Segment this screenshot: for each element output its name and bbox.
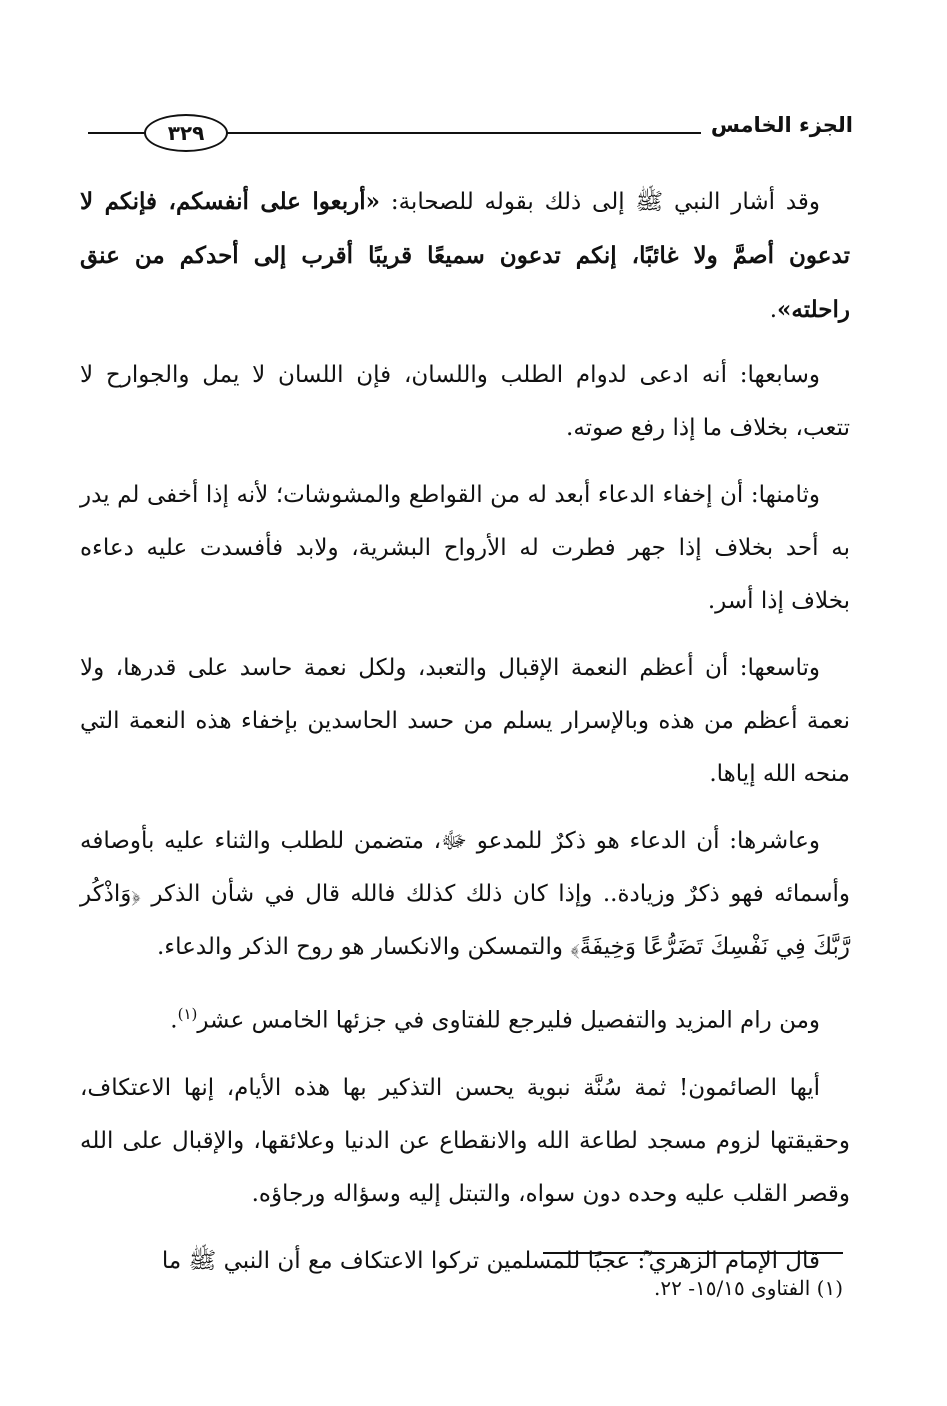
paragraph-end: . [769,297,778,323]
footnote-marker: (١) [177,1005,198,1023]
hadith-quote: «أربعوا على أنفسكم، فإنكم لا تدعون أصمَّ ولا غائبًا، إنكم تدعون سميعًا قريبًا أقرب إلى أحدكم من عنق راحلته» [80,188,850,323]
paragraph-itikaf: أيها الصائمون! ثمة سُنَّة نبوية يحسن التذكير بها هذه الأيام، إنها الاعتكاف، وحقيقتها لزوم مسجد لطاعة الله والانقطاع عن الدنيا وعلائقها، والإقبال على الله وقصر القلب عليه وحده دون سواه، والتبتل إليه وسؤاله ورجاؤه. [80,1074,850,1207]
reference-end: . [170,1007,178,1034]
main-text [80,175,850,1302]
part-title: الجزء الخامس [701,110,853,140]
paragraph-zuhri: قال الإمام الزهري ؒ: عجبًا للمسلمين تركوا الاعتكاف مع أن النبي ﷺ ما [161,1247,820,1274]
paragraph-prophet-saying [80,175,850,337]
paragraph-intro: وقد أشار النبي ﷺ إلى ذلك بقوله للصحابة: [380,189,820,215]
paragraph-reference [80,988,850,1048]
page-number: ٣٢٩ [144,114,228,152]
reference-text: ومن رام المزيد والتفصيل فليرجع للفتاوى في جزئها الخامس عشر [197,1007,820,1034]
paragraph-ninth: وتاسعها: أن أعظم النعمة الإقبال والتعبد، ولكل نعمة حاسد على قدرها، ولا نعمة أعظم من هذه وبالإسرار يسلم من حسد الحاسدين بإخفاء هذه النعمة التي منحه الله إياها. [80,655,850,787]
footnote: (١) الفتاوى ١٥/١٥- ٢٢. [654,1276,843,1300]
footnote-rule [543,1252,843,1254]
paragraph-tenth: وعاشرها: أن الدعاء هو ذكرٌ للمدعو ﷻ، متضمن للطلب والثناء عليه بأوصافه وأسمائه فهو ذكرٌ وزيادة.. وإذا كان ذلك كذلك فالله قال في شأن الذكر ﴿وَاذْكُر رَّبَّكَ فِي نَفْسِكَ تَضَرُّعًا وَخِيفَةً﴾ والتمسكن والانكسار هو روح الذكر والدعاء. [80,828,850,960]
paragraph-seventh: وسابعها: أنه ادعى لدوام الطلب واللسان، فإن اللسان لا يمل والجوارح لا تتعب، بخلاف ما إذا رفع صوته. [80,362,850,441]
page-header [88,110,853,154]
paragraph-eighth: وثامنها: أن إخفاء الدعاء أبعد له من القواطع والمشوشات؛ لأنه إذا أخفى لم يدر به أحد بخلاف إذا جهر فطرت له الأرواح البشرية، ولابد فأفسدت عليه دعاءه بخلاف إذا أسر. [80,482,850,614]
